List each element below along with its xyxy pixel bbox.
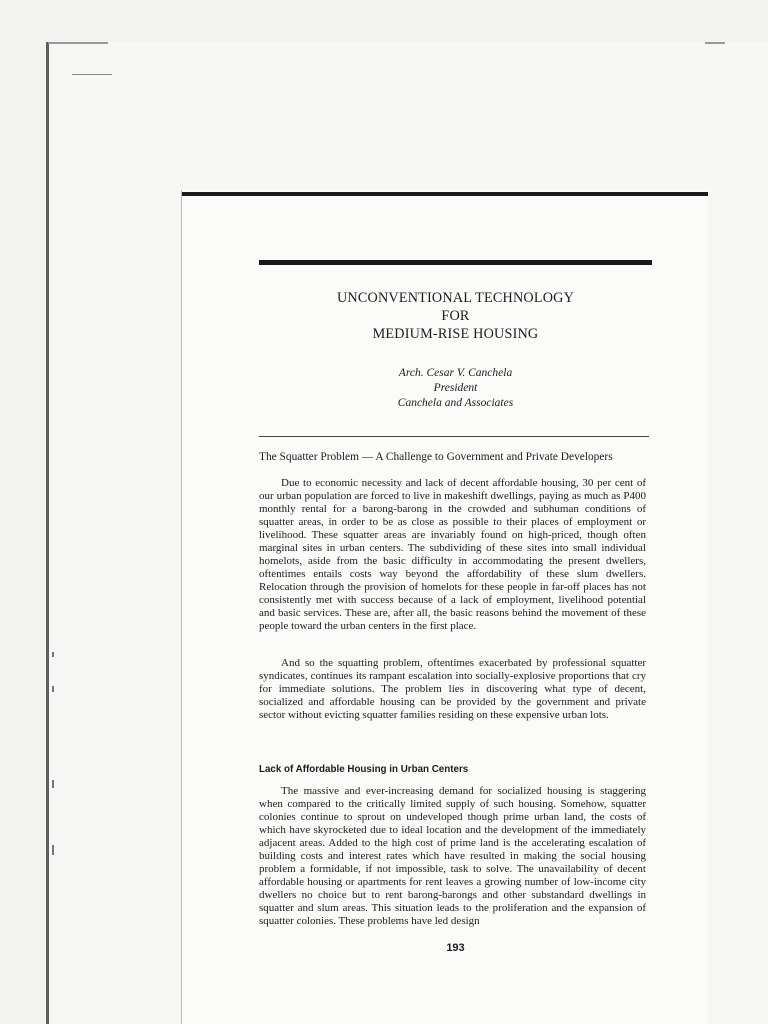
- author-company: Canchela and Associates: [397, 397, 514, 409]
- author-role: President: [433, 382, 478, 394]
- sheet-top-edge: [48, 42, 108, 44]
- subsection-heading: Lack of Affordable Housing in Urban Centers: [259, 764, 469, 775]
- title-line-2: FOR: [441, 308, 470, 324]
- author-block: [259, 366, 652, 411]
- section-heading: The Squatter Problem — A Challenge to Government and Private Developers: [259, 451, 613, 463]
- document-title: [259, 289, 652, 343]
- margin-speck: [52, 686, 54, 692]
- title-line-3: MEDIUM-RISE HOUSING: [372, 326, 539, 342]
- page-number: 193: [446, 942, 465, 954]
- body-paragraph: Due to economic necessity and lack of decent affordable housing, 30 per cent of our urban population are forced to live in makeshift dwellings, paying as much as P400 monthly rental for a barong-barong in the crowded and subhuman conditions of squatter areas, in order to be as close as possible to their places of employment or livelihood. These squatter areas are invariably found on high-priced, though often marginal sites in urban centers. The subdividing of these sites into small individual homelots, aside from the basic difficulty in accommodating the present dwellers, oftentimes entails costs way beyond the affordability of these slum dwellers. Relocation through the provision of homelots for these people in far-off places has not consistently met with success because of a lack of employment, livelihood potential and basic services. These are, after all, the basic reasons behind the movement of these people toward the urban centers in the first place.: [259, 477, 646, 632]
- page-top-border: [182, 192, 708, 196]
- pencil-mark: [72, 74, 112, 75]
- margin-speck: [52, 780, 54, 788]
- title-rule: [259, 260, 652, 265]
- sheet-top-edge-right: [705, 42, 725, 44]
- title-line-1: UNCONVENTIONAL TECHNOLOGY: [336, 290, 575, 306]
- margin-speck: [52, 845, 54, 855]
- margin-speck: [52, 652, 54, 657]
- body-paragraph: And so the squatting problem, oftentimes exacerbated by professional squatter syndicates, continues its rampant escalation into socially-explosive proportions that cry for immediate solutions. The problem lies in discovering what type of decent, socialized and affordable housing can be provided by the government and private sector without evicting squatter families residing on these expensive urban lots.: [259, 657, 646, 721]
- section-divider: [259, 436, 649, 437]
- body-paragraph: The massive and ever-increasing demand for socialized housing is staggering when compared to the critically limited supply of such housing. Somehow, squatter colonies continue to sprout on undeveloped though prime urban land, the costs of which have skyrocketed due to ideal location and the development of the immediately adjacent areas. Added to the high cost of prime land is the accelerating escalation of building costs and interest rates which have resulted in making the social housing problem a formidable, if not impossible, task to solve. The unavailability of decent affordable housing or apartments for rent leaves a growing number of low-income city dwellers no choice but to rent barong-barongs and other substandard dwellings in squatter and slum areas. This situation leads to the proliferation and the expansion of squatter colonies. These problems have led design: [259, 785, 646, 927]
- sheet-edge-shadow: [46, 42, 49, 1024]
- author-name: Arch. Cesar V. Canchela: [398, 367, 513, 379]
